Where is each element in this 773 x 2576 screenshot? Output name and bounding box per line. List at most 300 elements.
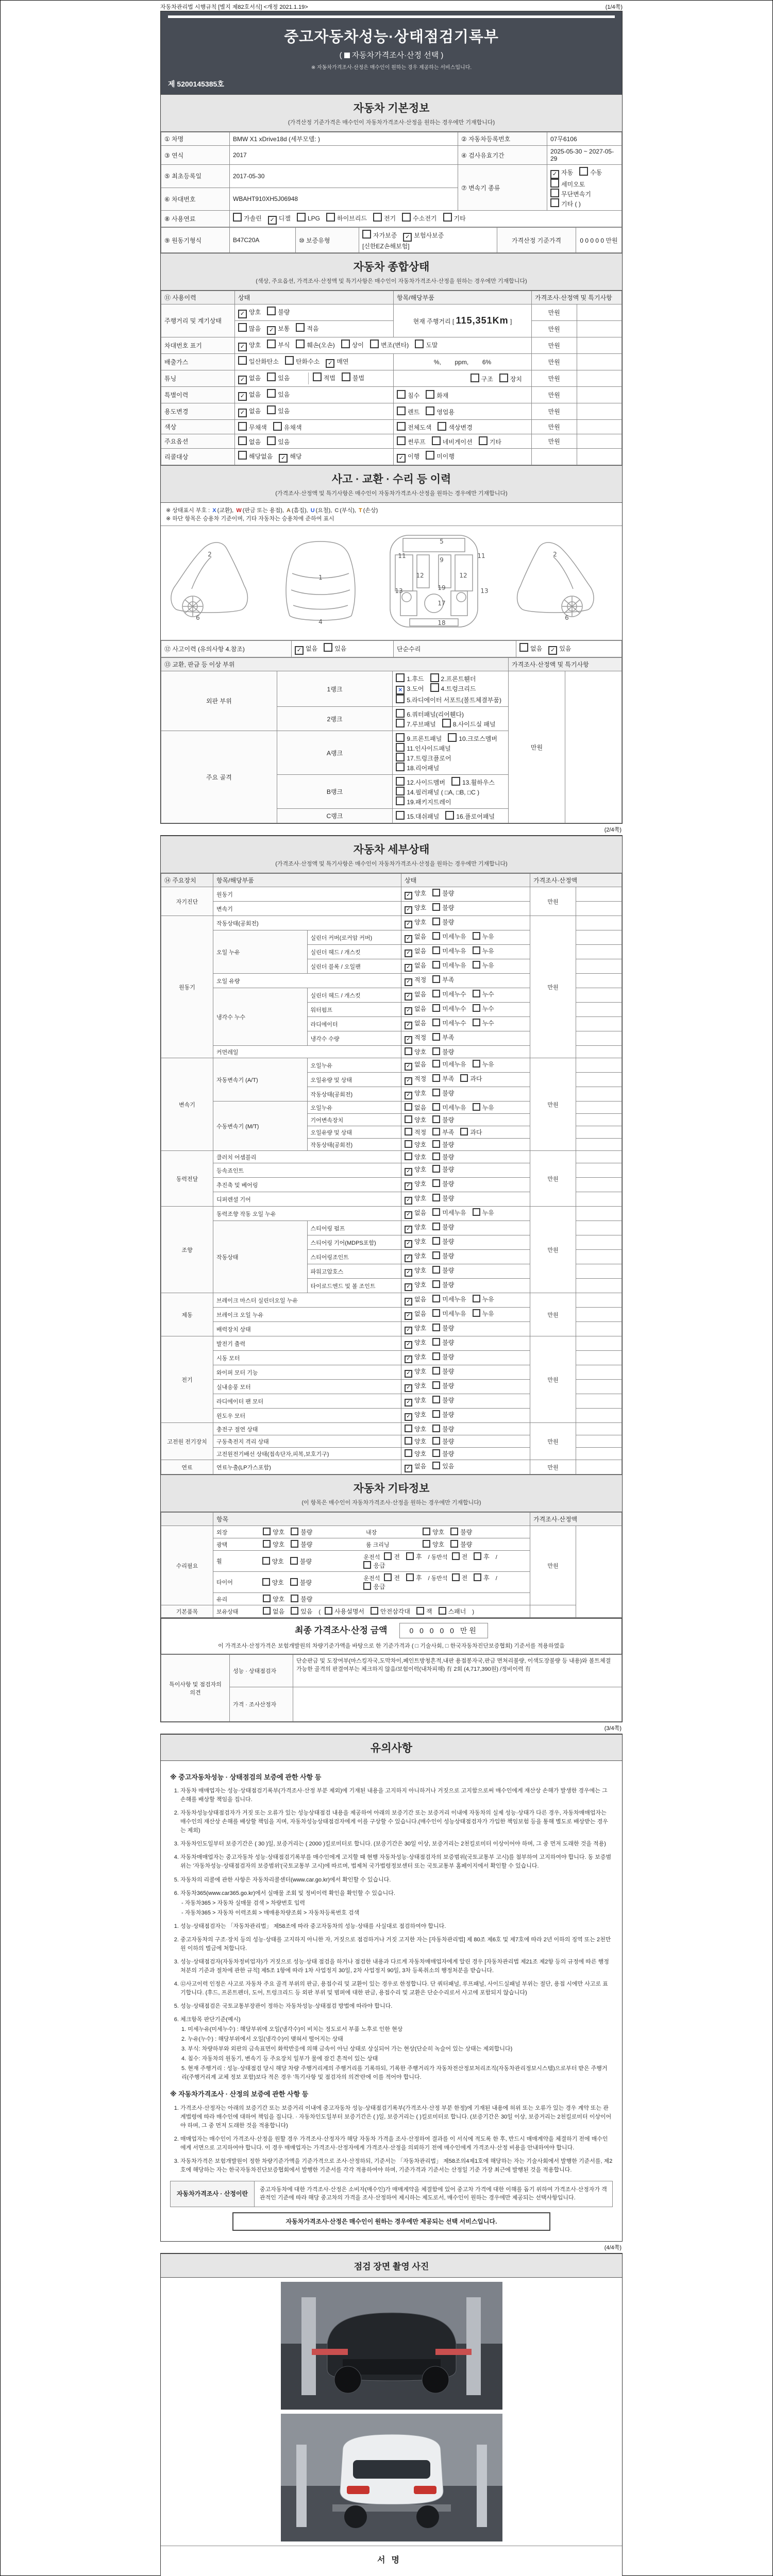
checkbox-option[interactable]	[426, 390, 448, 400]
checkbox[interactable]	[432, 1324, 440, 1331]
checkbox[interactable]	[474, 1552, 481, 1560]
checkbox[interactable]	[267, 326, 276, 335]
checkbox-option[interactable]	[405, 1128, 426, 1137]
checkbox-option[interactable]	[432, 946, 466, 955]
checkbox-option[interactable]	[579, 167, 602, 177]
checkbox[interactable]	[473, 1295, 480, 1302]
checkbox-option[interactable]	[473, 1019, 494, 1027]
checkbox-option[interactable]	[432, 990, 466, 998]
checkbox[interactable]	[325, 1607, 332, 1615]
checkbox-option[interactable]	[432, 975, 454, 984]
checkbox-option[interactable]	[238, 341, 261, 351]
checkbox-option[interactable]	[473, 1295, 494, 1303]
checkbox-option[interactable]	[432, 1367, 454, 1376]
checkbox-option[interactable]	[297, 213, 320, 222]
checkbox-option[interactable]	[295, 644, 317, 655]
checkbox-option[interactable]	[405, 961, 426, 972]
checkbox-option[interactable]	[452, 1573, 468, 1582]
checkbox-option[interactable]	[473, 961, 494, 970]
checkbox-option[interactable]	[238, 356, 279, 366]
checkbox[interactable]	[426, 406, 434, 415]
checkbox[interactable]	[405, 1022, 412, 1029]
checkbox-option[interactable]	[396, 777, 445, 787]
checkbox[interactable]	[405, 1355, 412, 1363]
checkbox[interactable]	[473, 932, 480, 940]
checkbox-option[interactable]	[426, 406, 455, 416]
checkbox[interactable]	[432, 1367, 440, 1375]
checkbox[interactable]	[238, 409, 247, 417]
checkbox[interactable]	[432, 1266, 440, 1274]
checkbox[interactable]	[397, 436, 406, 445]
checkbox-option[interactable]	[473, 932, 494, 941]
checkbox[interactable]	[405, 1007, 412, 1015]
checkbox[interactable]	[402, 213, 411, 222]
checkbox-option[interactable]	[405, 932, 426, 943]
checkbox[interactable]	[291, 1607, 298, 1615]
checkbox-option[interactable]	[384, 1552, 400, 1561]
checkbox[interactable]	[432, 1223, 440, 1230]
checkbox[interactable]	[238, 323, 247, 332]
checkbox[interactable]	[450, 1528, 458, 1535]
checkbox-option[interactable]	[403, 231, 444, 242]
checkbox[interactable]	[362, 230, 371, 239]
checkbox[interactable]	[238, 376, 247, 384]
checkbox[interactable]	[313, 372, 322, 381]
checkbox-option[interactable]	[396, 733, 442, 743]
checkbox-option[interactable]	[432, 1004, 466, 1013]
checkbox-option[interactable]	[396, 796, 451, 806]
checkbox-option[interactable]	[405, 946, 426, 957]
checkbox[interactable]	[405, 935, 412, 943]
checkbox[interactable]	[405, 1182, 412, 1190]
checkbox-option[interactable]	[432, 961, 466, 970]
checkbox-option[interactable]	[370, 340, 409, 349]
checkbox-option[interactable]	[296, 323, 318, 333]
checkbox-option[interactable]	[406, 1552, 422, 1561]
checkbox[interactable]	[405, 1269, 412, 1277]
checkbox-option[interactable]	[460, 1128, 482, 1137]
checkbox-option[interactable]	[397, 422, 431, 432]
checkbox-option[interactable]	[405, 1223, 426, 1233]
checkbox[interactable]	[405, 1168, 412, 1176]
checkbox-option[interactable]	[290, 1578, 312, 1587]
checkbox-option[interactable]	[268, 214, 291, 225]
checkbox[interactable]	[267, 372, 276, 381]
checkbox-option[interactable]	[405, 1047, 426, 1056]
checkbox[interactable]	[297, 213, 306, 222]
checkbox[interactable]	[473, 1019, 480, 1026]
checkbox[interactable]	[405, 1283, 412, 1291]
checkbox-option[interactable]	[405, 1115, 426, 1124]
checkbox[interactable]	[397, 422, 406, 431]
checkbox[interactable]	[238, 343, 247, 351]
checkbox[interactable]	[452, 1573, 460, 1581]
checkbox-option[interactable]	[405, 1352, 426, 1363]
checkbox[interactable]	[432, 1381, 440, 1389]
checkbox-option[interactable]	[405, 1074, 426, 1085]
checkbox[interactable]	[438, 422, 446, 431]
checkbox-option[interactable]	[324, 643, 346, 653]
checkbox-option[interactable]	[313, 372, 335, 382]
checkbox[interactable]	[519, 643, 528, 652]
checkbox-option[interactable]	[432, 1237, 454, 1246]
checkbox-option[interactable]	[402, 213, 436, 223]
checkbox-option[interactable]	[238, 323, 261, 333]
checkbox[interactable]	[405, 1077, 412, 1085]
checkbox-option[interactable]	[416, 1607, 432, 1616]
checkbox-option[interactable]	[291, 1528, 312, 1536]
checkbox-option[interactable]	[405, 903, 426, 914]
checkbox[interactable]	[295, 646, 304, 655]
checkbox-option[interactable]	[263, 1595, 284, 1603]
checkbox-option[interactable]	[451, 777, 495, 787]
checkbox[interactable]	[432, 1128, 440, 1136]
checkbox-option[interactable]	[432, 1425, 454, 1433]
checkbox-option[interactable]	[405, 1004, 426, 1015]
checkbox[interactable]	[432, 1153, 440, 1160]
checkbox[interactable]	[432, 1352, 440, 1360]
checkbox[interactable]	[473, 1309, 480, 1317]
checkbox[interactable]	[432, 1295, 440, 1302]
checkbox[interactable]	[550, 198, 559, 207]
checkbox[interactable]	[450, 1540, 458, 1548]
checkbox-option[interactable]	[363, 1582, 385, 1591]
checkbox[interactable]	[432, 1165, 440, 1173]
checkbox[interactable]	[452, 1552, 460, 1560]
checkbox[interactable]	[279, 454, 288, 463]
checkbox[interactable]	[405, 1255, 412, 1262]
checkbox[interactable]	[432, 1194, 440, 1201]
checkbox[interactable]	[396, 762, 405, 771]
checkbox[interactable]	[238, 356, 247, 365]
checkbox-option[interactable]	[397, 452, 419, 463]
checkbox[interactable]	[405, 1103, 412, 1111]
checkbox-option[interactable]	[432, 1324, 454, 1332]
checkbox-option[interactable]	[405, 1019, 426, 1029]
checkbox[interactable]	[550, 189, 559, 197]
checkbox[interactable]	[479, 436, 488, 445]
checkbox-option[interactable]	[473, 1004, 494, 1013]
checkbox-option[interactable]	[405, 975, 426, 986]
checkbox-option[interactable]	[363, 1561, 385, 1570]
checkbox-option[interactable]	[470, 374, 493, 383]
checkbox[interactable]	[273, 422, 282, 431]
checkbox[interactable]	[263, 1528, 271, 1535]
checkbox-option[interactable]	[238, 390, 261, 401]
checkbox[interactable]	[473, 1208, 480, 1216]
checkbox-option[interactable]	[432, 1449, 454, 1458]
checkbox[interactable]	[432, 961, 440, 969]
checkbox[interactable]	[396, 753, 405, 761]
checkbox-option[interactable]	[405, 1060, 426, 1071]
checkbox[interactable]	[396, 796, 405, 805]
checkbox[interactable]	[473, 961, 480, 969]
checkbox[interactable]	[405, 1115, 412, 1123]
checkbox-option[interactable]	[432, 889, 454, 897]
checkbox[interactable]	[432, 932, 440, 940]
checkbox-option[interactable]	[267, 405, 290, 415]
checkbox[interactable]	[405, 1036, 412, 1044]
checkbox-option[interactable]	[405, 1462, 426, 1472]
checkbox[interactable]	[405, 921, 412, 928]
checkbox-option[interactable]	[423, 1540, 444, 1549]
checkbox-option[interactable]	[267, 340, 290, 349]
checkbox-option[interactable]	[273, 422, 302, 432]
checkbox[interactable]	[432, 889, 440, 896]
checkbox-option[interactable]	[473, 1309, 494, 1318]
checkbox[interactable]	[326, 359, 334, 368]
checkbox-option[interactable]	[550, 179, 585, 189]
checkbox-option[interactable]	[405, 1396, 426, 1406]
checkbox-option[interactable]	[238, 451, 273, 461]
checkbox-option[interactable]	[432, 918, 454, 926]
checkbox[interactable]	[341, 340, 350, 348]
checkbox-option[interactable]	[291, 1540, 312, 1549]
checkbox[interactable]	[262, 1557, 270, 1565]
checkbox-option[interactable]	[267, 307, 290, 316]
checkbox[interactable]	[474, 1573, 481, 1581]
checkbox[interactable]	[439, 1607, 446, 1615]
checkbox[interactable]	[405, 1384, 412, 1392]
checkbox-option[interactable]	[432, 1410, 454, 1419]
checkbox-option[interactable]	[384, 1573, 400, 1582]
checkbox[interactable]	[342, 372, 350, 381]
checkbox[interactable]	[405, 1140, 412, 1148]
checkbox-option[interactable]	[262, 1578, 284, 1587]
checkbox[interactable]	[291, 1540, 298, 1548]
checkbox[interactable]	[432, 1251, 440, 1259]
checkbox-option[interactable]	[238, 436, 261, 446]
checkbox[interactable]	[405, 1449, 412, 1457]
checkbox-option[interactable]	[432, 1396, 454, 1404]
checkbox[interactable]	[263, 1607, 271, 1615]
checkbox[interactable]	[396, 694, 405, 703]
checkbox-option[interactable]	[405, 1237, 426, 1248]
checkbox[interactable]	[238, 451, 247, 460]
checkbox-option[interactable]	[432, 1103, 466, 1112]
checkbox[interactable]	[238, 392, 247, 401]
checkbox-option[interactable]	[405, 1153, 426, 1161]
checkbox[interactable]	[405, 1240, 412, 1248]
checkbox[interactable]	[406, 1552, 414, 1560]
checkbox-option[interactable]	[432, 1060, 466, 1069]
checkbox[interactable]	[396, 709, 405, 718]
checkbox-option[interactable]	[405, 1103, 426, 1112]
checkbox[interactable]	[432, 975, 440, 983]
checkbox[interactable]	[290, 1557, 298, 1565]
checkbox[interactable]	[460, 1128, 468, 1136]
checkbox-option[interactable]	[291, 1595, 312, 1603]
checkbox-option[interactable]	[432, 1153, 454, 1161]
checkbox[interactable]	[405, 1226, 412, 1233]
checkbox[interactable]	[473, 1060, 480, 1067]
checkbox-option[interactable]	[442, 719, 496, 728]
checkbox[interactable]	[550, 179, 559, 188]
checkbox[interactable]	[396, 733, 405, 742]
checkbox-option[interactable]	[426, 451, 455, 461]
checkbox[interactable]	[405, 1197, 412, 1205]
checkbox-option[interactable]	[432, 1208, 466, 1217]
checkbox-option[interactable]	[405, 1449, 426, 1458]
checkbox[interactable]	[363, 1582, 371, 1590]
checkbox-option[interactable]	[396, 719, 435, 728]
checkbox[interactable]	[396, 811, 405, 820]
checkbox-option[interactable]	[432, 436, 473, 446]
checkbox-option[interactable]	[432, 1089, 454, 1097]
checkbox-option[interactable]	[443, 213, 466, 223]
checkbox[interactable]	[432, 990, 440, 997]
checkbox[interactable]	[432, 1047, 440, 1055]
checkbox-option[interactable]	[423, 1528, 444, 1536]
checkbox-option[interactable]	[445, 811, 495, 821]
checkbox[interactable]	[405, 1437, 412, 1445]
checkbox[interactable]	[432, 1425, 440, 1432]
checkbox[interactable]	[267, 436, 276, 445]
checkbox[interactable]	[426, 390, 434, 399]
checkbox[interactable]	[473, 1103, 480, 1111]
checkbox[interactable]	[405, 906, 412, 914]
checkbox[interactable]	[432, 1089, 440, 1096]
checkbox-option[interactable]	[473, 1208, 494, 1217]
checkbox[interactable]	[432, 1462, 440, 1469]
checkbox-option[interactable]	[432, 1115, 454, 1124]
checkbox[interactable]	[432, 1280, 440, 1288]
checkbox-option[interactable]	[267, 372, 290, 382]
checkbox-option[interactable]	[405, 1324, 426, 1334]
checkbox-option[interactable]	[432, 1033, 454, 1042]
checkbox[interactable]	[432, 1103, 440, 1111]
checkbox-option[interactable]	[238, 308, 261, 318]
checkbox[interactable]	[405, 1341, 412, 1349]
checkbox-option[interactable]	[262, 1557, 284, 1566]
checkbox[interactable]	[416, 1607, 424, 1615]
checkbox-option[interactable]	[263, 1540, 284, 1549]
checkbox-option[interactable]	[396, 694, 501, 704]
checkbox[interactable]	[267, 340, 276, 348]
checkbox-option[interactable]	[405, 1425, 426, 1433]
checkbox-option[interactable]	[460, 1074, 482, 1083]
checkbox-option[interactable]	[474, 1573, 490, 1582]
checkbox-option[interactable]	[432, 1266, 454, 1275]
checkbox-option[interactable]	[432, 1074, 454, 1083]
checkbox[interactable]	[405, 1425, 412, 1432]
checkbox[interactable]	[443, 213, 452, 222]
checkbox[interactable]	[405, 1047, 412, 1055]
checkbox-option[interactable]	[448, 733, 497, 743]
checkbox-option[interactable]	[396, 684, 424, 694]
checkbox-option[interactable]	[405, 1165, 426, 1176]
checkbox-option[interactable]	[432, 1165, 454, 1174]
checkbox-option[interactable]	[406, 1573, 422, 1582]
checkbox-option[interactable]	[432, 1179, 454, 1188]
checkbox-option[interactable]	[296, 340, 334, 349]
checkbox-option[interactable]	[405, 1367, 426, 1378]
checkbox-option[interactable]	[362, 230, 397, 240]
checkbox-option[interactable]	[397, 406, 419, 416]
checkbox-option[interactable]	[238, 406, 261, 417]
checkbox[interactable]	[432, 1115, 440, 1123]
checkbox[interactable]	[267, 389, 276, 398]
checkbox-option[interactable]	[550, 168, 573, 179]
checkbox-option[interactable]	[371, 1607, 410, 1616]
checkbox-option[interactable]	[432, 1128, 454, 1137]
checkbox[interactable]	[550, 170, 559, 179]
checkbox-option[interactable]	[341, 340, 364, 349]
checkbox[interactable]	[296, 323, 305, 332]
checkbox[interactable]	[432, 1033, 440, 1041]
checkbox-option[interactable]	[405, 1280, 426, 1291]
checkbox-option[interactable]	[432, 1381, 454, 1390]
checkbox[interactable]	[396, 686, 405, 694]
checkbox[interactable]	[415, 340, 424, 348]
checkbox[interactable]	[263, 1595, 271, 1602]
checkbox[interactable]	[432, 1060, 440, 1067]
checkbox-option[interactable]	[473, 990, 494, 998]
checkbox[interactable]	[442, 719, 451, 727]
checkbox[interactable]	[405, 950, 412, 957]
checkbox-option[interactable]	[430, 673, 476, 683]
checkbox[interactable]	[238, 436, 247, 445]
checkbox[interactable]	[473, 990, 480, 997]
checkbox-option[interactable]	[430, 683, 476, 693]
checkbox-option[interactable]	[432, 1338, 454, 1347]
checkbox-option[interactable]	[432, 1194, 454, 1202]
checkbox[interactable]	[405, 1465, 412, 1472]
checkbox-option[interactable]	[474, 1552, 490, 1561]
checkbox-option[interactable]	[432, 1309, 466, 1318]
checkbox[interactable]	[470, 374, 479, 382]
checkbox[interactable]	[430, 683, 439, 692]
checkbox-option[interactable]	[405, 1381, 426, 1392]
checkbox-option[interactable]	[405, 990, 426, 1001]
checkbox[interactable]	[263, 1540, 271, 1548]
checkbox-option[interactable]	[405, 1338, 426, 1349]
checkbox[interactable]	[432, 1208, 440, 1216]
checkbox-option[interactable]	[479, 436, 501, 446]
checkbox[interactable]	[233, 213, 242, 222]
checkbox-option[interactable]	[267, 324, 290, 335]
checkbox-option[interactable]	[396, 811, 439, 821]
checkbox[interactable]	[430, 673, 439, 682]
checkbox[interactable]	[432, 1410, 440, 1418]
checkbox[interactable]	[406, 1573, 414, 1581]
checkbox-option[interactable]	[452, 1552, 468, 1561]
checkbox[interactable]	[370, 340, 379, 348]
checkbox[interactable]	[397, 406, 406, 415]
checkbox-option[interactable]	[285, 356, 320, 366]
checkbox-option[interactable]	[432, 1251, 454, 1260]
checkbox[interactable]	[405, 964, 412, 972]
checkbox[interactable]	[396, 719, 405, 727]
checkbox-option[interactable]	[450, 1528, 472, 1536]
checkbox-option[interactable]	[405, 1033, 426, 1044]
checkbox[interactable]	[432, 1019, 440, 1026]
checkbox-option[interactable]	[438, 422, 472, 432]
checkbox-option[interactable]	[238, 374, 261, 384]
checkbox-option[interactable]	[326, 213, 367, 223]
checkbox-option[interactable]	[405, 1208, 426, 1219]
checkbox-option[interactable]	[233, 213, 262, 223]
checkbox[interactable]	[291, 1528, 298, 1535]
checkbox[interactable]	[405, 1063, 412, 1071]
checkbox-option[interactable]	[326, 357, 348, 368]
checkbox-option[interactable]	[432, 1223, 454, 1231]
checkbox[interactable]	[384, 1573, 392, 1581]
checkbox-option[interactable]	[432, 1280, 454, 1289]
checkbox[interactable]	[384, 1552, 392, 1560]
checkbox-option[interactable]	[519, 643, 542, 653]
checkbox[interactable]	[238, 310, 247, 318]
